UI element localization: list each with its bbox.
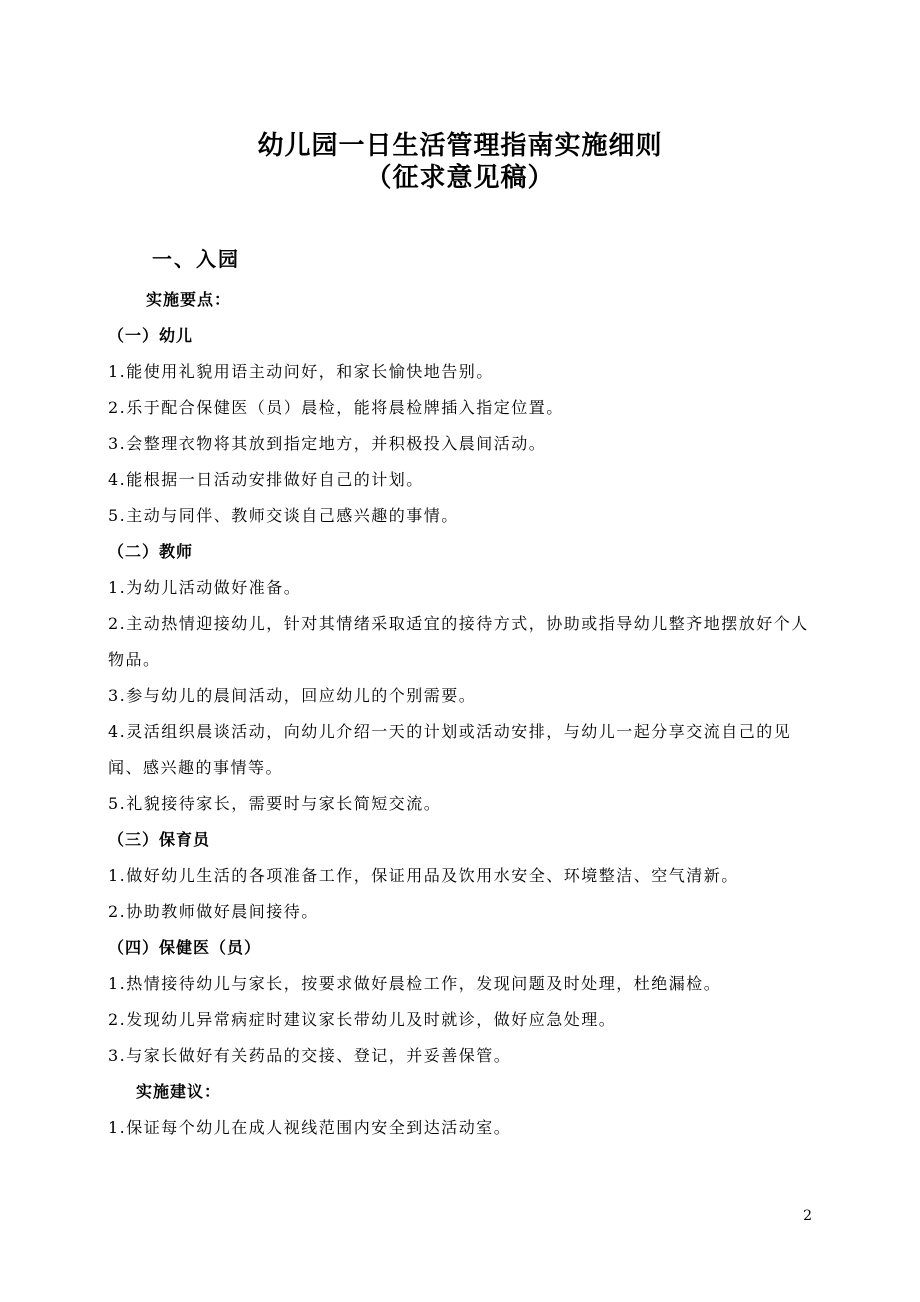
page-number: 2	[803, 1208, 812, 1224]
group-label-childcare-staff: （三）保育员	[108, 830, 211, 849]
group-label-health-doctor: （四）保健医（员）	[108, 938, 262, 957]
group-label-children: （一）幼儿	[108, 326, 194, 345]
subheading-implementation-suggestions: 实施建议：	[136, 1082, 222, 1101]
document-subtitle: （征求意见稿）	[365, 163, 555, 193]
list-item: 1.热情接待幼儿与家长，按要求做好晨检工作，发现问题及时处理，杜绝漏检。	[108, 974, 722, 993]
group-label-teachers: （二）教师	[108, 542, 194, 561]
list-item: 3.与家长做好有关药品的交接、登记，并妥善保管。	[108, 1046, 512, 1065]
list-item: 2.主动热情迎接幼儿，针对其情绪采取适宜的接待方式，协助或指导幼儿整齐地摆放好个人物品。	[108, 614, 809, 669]
list-item: 5.主动与同伴、教师交谈自己感兴趣的事情。	[108, 506, 459, 525]
list-item: 1.保证每个幼儿在成人视线范围内安全到达活动室。	[108, 1118, 512, 1137]
document-body	[108, 282, 818, 1146]
list-item: 4.能根据一日活动安排做好自己的计划。	[108, 470, 424, 489]
list-item: 1.做好幼儿生活的各项准备工作，保证用品及饮用水安全、环境整洁、空气清新。	[108, 866, 739, 885]
list-item: 2.乐于配合保健医（员）晨检，能将晨检牌插入指定位置。	[108, 398, 564, 417]
list-item: 3.参与幼儿的晨间活动，回应幼儿的个别需要。	[108, 686, 477, 705]
document-title: 幼儿园一日生活管理指南实施细则	[257, 131, 663, 161]
list-item: 3.会整理衣物将其放到指定地方，并积极投入晨间活动。	[108, 434, 547, 453]
subheading-implementation-points: 实施要点：	[146, 290, 232, 309]
list-item: 1.为幼儿活动做好准备。	[108, 578, 302, 597]
list-item: 2.协助教师做好晨间接待。	[108, 902, 319, 921]
list-item: 1.能使用礼貌用语主动问好，和家长愉快地告别。	[108, 362, 494, 381]
list-item: 4.灵活组织晨谈活动，向幼儿介绍一天的计划或活动安排，与幼儿一起分享交流自己的见闻、感兴趣的事情等。	[108, 722, 792, 777]
list-item: 2.发现幼儿异常病症时建议家长带幼儿及时就诊，做好应急处理。	[108, 1010, 617, 1029]
section-heading: 一、入园	[152, 247, 240, 271]
list-item: 5.礼貌接待家长，需要时与家长简短交流。	[108, 794, 442, 813]
